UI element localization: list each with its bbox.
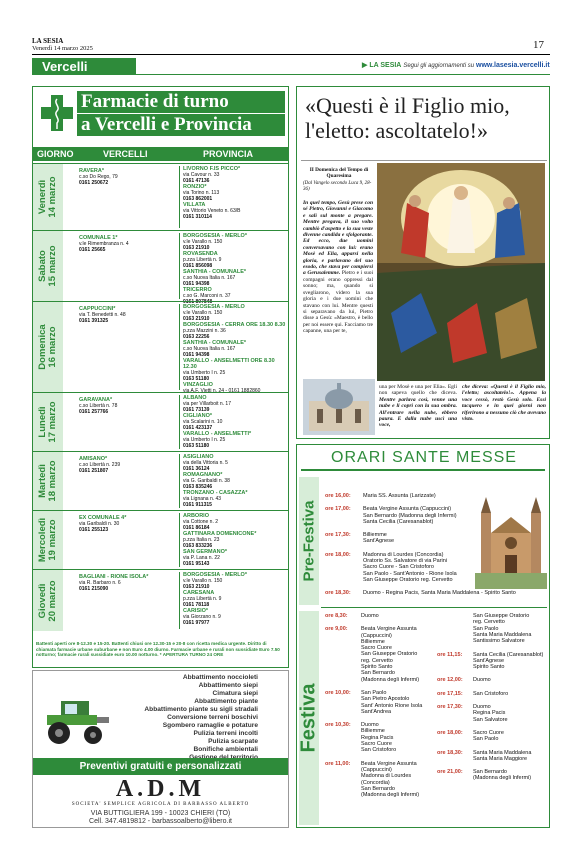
day-name: [38, 176, 58, 217]
mass-time: ore 11,00:: [325, 760, 351, 767]
mass-places: Duomo Billiemme Regina Pacis Sacro Cuore San Cristoforo: [361, 722, 397, 754]
day-name: [38, 580, 58, 621]
weekday: Sabato: [37, 250, 48, 282]
province-pharmacies: [179, 572, 287, 629]
service-item: Pulizia terreni incolti: [193, 730, 258, 737]
church-image: [303, 379, 375, 435]
weekday: Giovedì: [37, 583, 48, 618]
mass-time: ore 16,00:: [325, 493, 351, 499]
service-item: Sgombero ramaglie e potature: [162, 722, 258, 729]
pharmacy-note: Battenti aperti ore 8-12.30 e 15-20. Battenti chiusi ore 12.30-15 e 20-8 con ricetta medica urgente. Diritto di chiamata farmacie urbane suburbane e non Euro 4.00 diurno. Farmacie urbane e rurali non sussidiate Euro 7.50 notturno; farmacie rurali sussidiate euro 10.00 notturno. * APERTURA TURNO 24 ORE: [36, 641, 280, 658]
day-label: [33, 302, 63, 392]
mass-time: ore 18,30:: [325, 590, 351, 597]
province-pharmacies: [179, 233, 287, 305]
pharmacy-address: via per Villarboit n. 17: [183, 401, 231, 407]
pharmacy-title-2: a Vercelli e Provincia: [77, 114, 285, 136]
pharmacy-header: [33, 87, 288, 143]
arrow-icon: ▶: [362, 62, 368, 69]
pharmacy-phone: 0161 423137: [183, 425, 213, 431]
day-row: [33, 301, 288, 392]
pharmacy-name: VINZAGLIO: [183, 382, 213, 388]
pharmacy-name: ROMAGNANO*: [183, 472, 223, 478]
pharmacy-name: BORGOSESIA - MERLO: [183, 304, 245, 310]
pharmacy-cross-icon: [39, 93, 75, 133]
weekday: Domenica: [37, 324, 48, 370]
pharmacy-address: via P. Lana n. 22: [183, 555, 220, 561]
section-title: Vercelli: [32, 58, 136, 75]
header-rule: [32, 54, 550, 55]
pharmacy-phone: 0161 807848: [183, 299, 213, 305]
prefestiva-label-box: [299, 477, 319, 605]
mass-time: ore 17,30:: [325, 532, 351, 539]
col-provincia: PROVINCIA: [203, 149, 254, 159]
pharmacy-phone: 0161 47136: [183, 178, 210, 184]
day-date: 18 marzo: [47, 460, 58, 502]
mass-places: Santa Cecilia (Caresanablot) Sant'Agnese Spirito Santo: [473, 651, 544, 671]
transfiguration-painting-image: [377, 163, 545, 381]
pharmacy-name: GARAVANA*: [79, 397, 113, 403]
article-column-2: [379, 384, 457, 429]
pharmacy-address: via Lignana n. 43: [183, 496, 222, 502]
pharmacy-phone: 0161 255123: [79, 527, 109, 533]
company-name: SOCIETA' SEMPLICE AGRICOLA DI BARBASSO ALBERTO: [71, 802, 250, 807]
pharmacy-address: c.so Libertà n. 78: [79, 403, 118, 409]
pharmacy-address: p.zza Libertà n. 9: [183, 596, 222, 602]
pharmacy-name: CIGLIANO*: [183, 413, 213, 419]
pharmacy-phone: 0163 21910: [183, 584, 210, 590]
vercelli-pharmacies: [79, 456, 171, 474]
service-item: Pulizia scarpate: [208, 738, 258, 745]
pharmacy-address: p.zza Libertà n. 9: [183, 257, 222, 263]
adm-advertisement: [32, 670, 289, 828]
day-date: 15 marzo: [47, 245, 58, 287]
service-item: Bonifiche ambientali: [193, 746, 258, 753]
pharmacy-phone: 0163 21910: [183, 316, 210, 322]
pharmacy-address: via Vittorio Veneto n. 63/B: [183, 208, 241, 214]
day-row: [33, 230, 288, 305]
province-pharmacies: [179, 166, 287, 228]
pharmacy-address: c.so Do Rego, 79: [79, 174, 118, 180]
pharmacy-title-1: Farmacie di turno: [77, 91, 285, 113]
pharmacy-phone: 0161 251807: [79, 468, 109, 474]
mass-places: Billiemme Sant'Agnese: [363, 532, 395, 545]
mass-title: ORARI SANTE MESSE: [331, 449, 517, 466]
article-body: [303, 200, 373, 335]
pharmacy-address: via Cavour n. 33: [183, 172, 220, 178]
pharmacy-name: ARBORIO: [183, 513, 209, 519]
col-vercelli: VERCELLI: [103, 149, 148, 159]
article-col2a: una per Mosè e una per Elia». Egli non sapeva quello che diceva.: [379, 384, 457, 397]
pharmacy-name: CAPPUCCINI*: [79, 306, 116, 312]
col-day: GIORNO: [37, 149, 74, 159]
section-site-note: [362, 61, 550, 69]
mass-places: Duomo Regina Pacis San Salvatore: [473, 704, 508, 723]
mass-places: San Bernardo (Madonna degli Infermi): [473, 769, 532, 782]
day-name: [38, 245, 58, 286]
pharmacy-phone: 0161 78118: [183, 602, 210, 608]
vercelli-pharmacies: [79, 235, 171, 253]
pharmacy-phone: 0161 36124: [183, 466, 210, 472]
province-pharmacies: [179, 304, 287, 394]
mass-schedule: [296, 444, 550, 828]
mass-time: ore 10,30:: [325, 722, 351, 729]
pharmacy-phone: 0163 833236: [183, 543, 213, 549]
pharmacy-address: via Umberto I n. 25: [183, 437, 226, 443]
pharmacy-name: BORGOSESIA - MERLO*: [183, 233, 247, 239]
pharmacy-address: via della Vittoria n. 5: [183, 460, 228, 466]
day-row: [33, 163, 288, 230]
mass-time: ore 18,00:: [437, 729, 463, 736]
pharmacy-address: via R. Barbaro n. 6: [79, 580, 121, 586]
pharmacy-name: BORGOSESIA - CERRA ORE 18.30 8.30: [183, 322, 286, 328]
pharmacy-address: via Torino n. 113: [183, 190, 220, 196]
pharmacy-address: via Cottone n. 2: [183, 519, 219, 525]
pharmacy-address: via Umberto I n. 25: [183, 370, 226, 376]
pharmacy-name: ALBANO: [183, 395, 207, 401]
service-item: Abbattimento piante: [194, 698, 258, 705]
mass-places: San Paolo San Pietro Apostolo Sant' Antonio Rione Isola Sant'Andrea: [361, 690, 423, 715]
mass-places: Beata Vergine Assunta (Cappuccini) Billiemme Sacro Cuore San Giuseppe Oratorio reg. Cervetto Spirito Santo San Bernardo (Madonna degli Infermi): [361, 626, 420, 683]
weekday: Venerdì: [37, 179, 48, 215]
pharmacy-name: EX COMUNALE 4*: [79, 515, 127, 521]
contact-line: Cell. 347.4819812 - barbassoalberto@libero.it: [89, 818, 232, 825]
mass-places: San Cristoforo: [473, 690, 509, 697]
pharmacy-phone: 0161 215090: [79, 586, 109, 592]
pharmacy-phone: 0161 94398: [183, 281, 210, 287]
article-rule: [301, 160, 547, 161]
pharmacy-name: ROVASENDA: [183, 251, 218, 257]
day-date: 16 marzo: [47, 326, 58, 368]
service-item: Abbattimento noccioleti: [182, 674, 258, 681]
day-row: [33, 569, 288, 631]
day-name: [38, 518, 58, 562]
day-label: [33, 452, 63, 510]
service-item: Abbattimento piante su sigli stradali: [144, 706, 258, 713]
service-item: Conversione terreni boschivi: [167, 714, 258, 721]
pharmacy-phone: 0163 835246: [183, 484, 213, 490]
pharmacy-phone: 0161 86184: [183, 525, 210, 531]
day-date: 17 marzo: [47, 401, 58, 443]
pharmacy-name: VARALLO - ANSELMETTI*: [183, 431, 252, 437]
pharmacy-phone: 0163 862001: [183, 196, 213, 202]
vercelli-pharmacies: [79, 515, 171, 533]
province-pharmacies: [179, 395, 287, 449]
pharmacy-phone: 0163 51180: [183, 376, 210, 382]
pharmacy-address: via A.F. Vietti n. 24 - 0161 1882860: [183, 388, 261, 394]
article-body-text: Pietro e i suoi compagni erano oppressi dal sonno; ma, quando si svegliarono, videro la sua gloria e i due uomini che stavano con lui. Mentre questi si separavano da lui, Pietro disse a Gesù: «Maestro, è bello per noi essere qui. Facciamo tre capanne, una per te,: [303, 270, 373, 335]
day-row: [33, 451, 288, 510]
pharmacy-address: v.le Varallo n. 150: [183, 578, 223, 584]
gospel-article: [296, 86, 550, 439]
weekday: Martedì: [37, 464, 48, 498]
pharmacy-phone: 0161 856098: [183, 263, 213, 269]
article-column-3: che diceva: «Questi è il Figlio mio, l'eletto; ascoltatelo!». Appena la voce cessò, restò Gesù solo. Essi tacquero e in quei giorni non riferirono a nessuno ciò che avevano visto.: [462, 384, 546, 423]
pharmacy-address: v.le Varallo n. 150: [183, 310, 223, 316]
company-address: [33, 810, 288, 826]
mass-places: Beata Vergine Assunta (Cappuccini) Madonna di Lourdes (Concordia) San Bernardo (Madonna degli Infermi): [361, 760, 420, 799]
pharmacy-phone: 0161 95143: [183, 561, 210, 567]
mass-time: ore 17,00:: [325, 506, 351, 513]
pharmacy-name: CARESANA: [183, 590, 215, 596]
pharmacy-phone: 0161 94398: [183, 352, 210, 358]
pharmacy-address: v.le Rimembranza n. 4: [79, 241, 129, 247]
day-label: [33, 570, 63, 631]
pharmacy-phone: 0163 22256: [183, 334, 210, 340]
vercelli-pharmacies: [79, 306, 171, 324]
mass-places: Beata Vergine Assunta (Cappuccini) San Bernardo (Madonna degli Infermi) Santa Cecilia (Caresanablot): [363, 506, 457, 525]
mass-time: ore 11,15:: [437, 651, 463, 658]
service-list: [88, 674, 258, 762]
pharmacy-phone: 0161 391325: [79, 318, 109, 324]
issue-date: Venerdì 14 marzo 2025: [32, 45, 93, 52]
article-col2b: Mentre parlava così, venne una nube e li coprì con la sua ombra. All'entrare nella nube, ebbero paura. E dalla nube uscì una voce,: [379, 396, 457, 429]
mass-time: ore 9,00:: [325, 626, 348, 633]
pharmacy-address: v.le Varallo n. 150: [183, 239, 223, 245]
pharmacy-phone: 0161 911315: [183, 502, 212, 508]
pharmacy-name: LIVORNO F.IS PICCO*: [183, 166, 241, 172]
mass-time: ore 18,30:: [437, 749, 463, 756]
prefestiva-label: Pre-Festiva: [300, 500, 318, 582]
pharmacy-address: via Garibaldi n. 30: [79, 521, 120, 527]
festiva-divider: [321, 607, 547, 608]
pharmacy-name: RONZIO*: [183, 184, 207, 190]
pharmacy-address: c.so Nuova Italia n. 167: [183, 275, 236, 281]
mass-places: Madonna di Lourdes (Concordia) Oratorio Ss. Salvatore di via Parini Sacro Cuore - San Cristoforo San Paolo - Sant'Antonio - Rione Isola San Giuseppe Oratorio reg. Cervetto: [363, 551, 457, 583]
pharmacy-phone: 0161 310114: [183, 214, 212, 220]
section-bar: [32, 58, 550, 75]
mass-places: San Giuseppe Oratorio reg. Cervetto San Paolo Santa Maria Maddalena Santissimo Salvatore: [473, 613, 532, 645]
section-tagline: Segui gli aggiornamenti su: [403, 63, 475, 69]
day-label: [33, 393, 63, 451]
pharmacy-name: ASIGLIANO: [183, 454, 214, 460]
pharmacy-address: p.zza Mazzini n. 36: [183, 328, 226, 334]
pharmacy-name: GATTINARA DOMENICONE*: [183, 531, 257, 537]
cathedral-image: [475, 493, 547, 589]
article-reference: (Dal Vangelo secondo Luca 9, 28-36): [303, 181, 372, 192]
article-subtitle: II Domenica del Tempo di Quaresima: [309, 167, 369, 179]
mass-places: Sacro Cuore San Paolo: [473, 729, 504, 743]
day-row: [33, 510, 288, 569]
pharmacy-phone: 0163 51180: [183, 443, 210, 449]
pharmacy-name: BORGOSESIA - MERLO*: [183, 572, 247, 578]
pharmacy-address: via T. Benedetti n. 48: [79, 312, 126, 318]
pharmacy-address: via G. Garibaldi n. 38: [183, 478, 230, 484]
day-label: [33, 511, 63, 569]
pharmacy-name: SANTHIA - COMUNALE*: [183, 269, 247, 275]
mass-places: Santa Maria Maddalena Santa Maria Maggiore: [473, 749, 532, 762]
mass-title-rule: [301, 469, 545, 471]
pharmacy-name: SANTHIA - COMUNALE*: [183, 340, 247, 346]
weekday: Mercoledì: [37, 517, 48, 563]
pharmacy-name: TRICERRO: [183, 287, 212, 293]
province-pharmacies: [179, 513, 287, 567]
festiva-label: Festiva: [297, 683, 320, 753]
vercelli-pharmacies: [79, 397, 171, 415]
pharmacy-name: VILLATA: [183, 202, 206, 208]
pharmacy-phone: 0161 73139: [183, 407, 210, 413]
pharmacy-name: SAN GERMANO*: [183, 549, 228, 555]
mass-time: ore 12,00:: [437, 677, 463, 684]
pharmacy-address: via Scalarini n. 10: [183, 419, 223, 425]
pharmacy-phone: 0161 25665: [79, 247, 106, 253]
province-pharmacies: [179, 454, 287, 508]
mass-time: ore 17,30:: [437, 704, 463, 710]
mass-places: Duomo - Regina Pacis, Santa Maria Maddalena - Spirito Santo: [363, 590, 516, 597]
mass-time: ore 10,00:: [325, 690, 351, 696]
day-date: 20 marzo: [47, 579, 58, 622]
pharmacy-name: BAGLIANI - RIONE ISOLA*: [79, 574, 149, 580]
pharmacy-phone: 0163 21910: [183, 245, 210, 251]
pharmacy-name: VARALLO - ANSELMETTI ORE 8.30 12.30: [183, 358, 275, 370]
day-name: [38, 460, 58, 501]
day-date: 14 marzo: [47, 176, 58, 218]
ad-banner: Preventivi gratuiti e personalizzati: [33, 758, 288, 775]
day-name: [38, 324, 58, 369]
page-number: 17: [533, 39, 544, 51]
festiva-label-box: [299, 611, 319, 825]
service-item: Abbattimento siepi: [198, 682, 258, 689]
pharmacy-name: CARISIO*: [183, 608, 209, 614]
mass-time: ore 18,00:: [325, 551, 351, 558]
day-label: [33, 231, 63, 301]
pharmacy-box: [32, 86, 289, 668]
article-title: «Questi è il Figlio mio, l'eletto: ascoltatelo!»: [305, 93, 510, 143]
vercelli-pharmacies: [79, 168, 171, 186]
mass-places: Maria SS. Assunta (Larizzate): [363, 493, 436, 499]
mass-places: Duomo: [473, 677, 491, 684]
day-name: [38, 401, 58, 442]
mass-time: ore 8,30:: [325, 613, 348, 619]
day-label: [33, 164, 63, 230]
article-body-bold: In quel tempo, Gesù prese con sé Pietro, Giovanni e Giacomo e salì sul monte a pregare. Mentre pregava, il suo volto cambiò d'aspetto e la sua veste divenne candida e sfolgorante. Ed ecco, due uomini conversavano con lui: erano Mosè ed Elia, apparsi nella gloria, e parlavano del suo esodo, che stava per compiersi a Gerusalemme.: [303, 200, 373, 277]
pharmacy-address: c.so Nuova Italia n. 167: [183, 346, 236, 352]
pharmacy-address: c.so Libertà n. 239: [79, 462, 121, 468]
vercelli-pharmacies: [79, 574, 171, 592]
address-line: VIA BUTTIGLIERA 199 - 10023 CHIERI (TO): [90, 810, 231, 817]
mass-places: Duomo: [361, 613, 379, 619]
adm-logo: A.D.M: [115, 776, 206, 802]
site-link[interactable]: www.lasesia.vercelli.it: [476, 62, 550, 69]
pharmacy-address: p.zza Italia n. 23: [183, 537, 220, 543]
day-row: [33, 392, 288, 451]
pharmacy-phone: 0161 97977: [183, 620, 210, 626]
section-brand: LA SESIA: [369, 62, 402, 69]
mass-time: ore 21,00:: [437, 769, 463, 776]
pharmacy-column-headers: [33, 147, 288, 161]
pharmacy-phone: 0161 257766: [79, 409, 109, 415]
newspaper-name: LA SESIA: [32, 37, 64, 45]
service-item: Cimatura siepi: [212, 690, 258, 697]
pharmacy-name: COMUNALE 1*: [79, 235, 118, 241]
pharmacy-address: via Giorzano n. 9: [183, 614, 221, 620]
mass-time: ore 17,15:: [437, 690, 463, 697]
weekday: Lunedì: [37, 406, 48, 438]
pharmacy-name: AMISANO*: [79, 456, 108, 462]
pharmacy-name: TRONZANO - CASAZZA*: [183, 490, 248, 496]
pharmacy-name: RAVERA*: [79, 168, 104, 174]
day-date: 19 marzo: [47, 519, 58, 561]
pharmacy-phone: 0161 250672: [79, 180, 109, 186]
pharmacy-address: c.so G. Marconi n. 37: [183, 293, 231, 299]
